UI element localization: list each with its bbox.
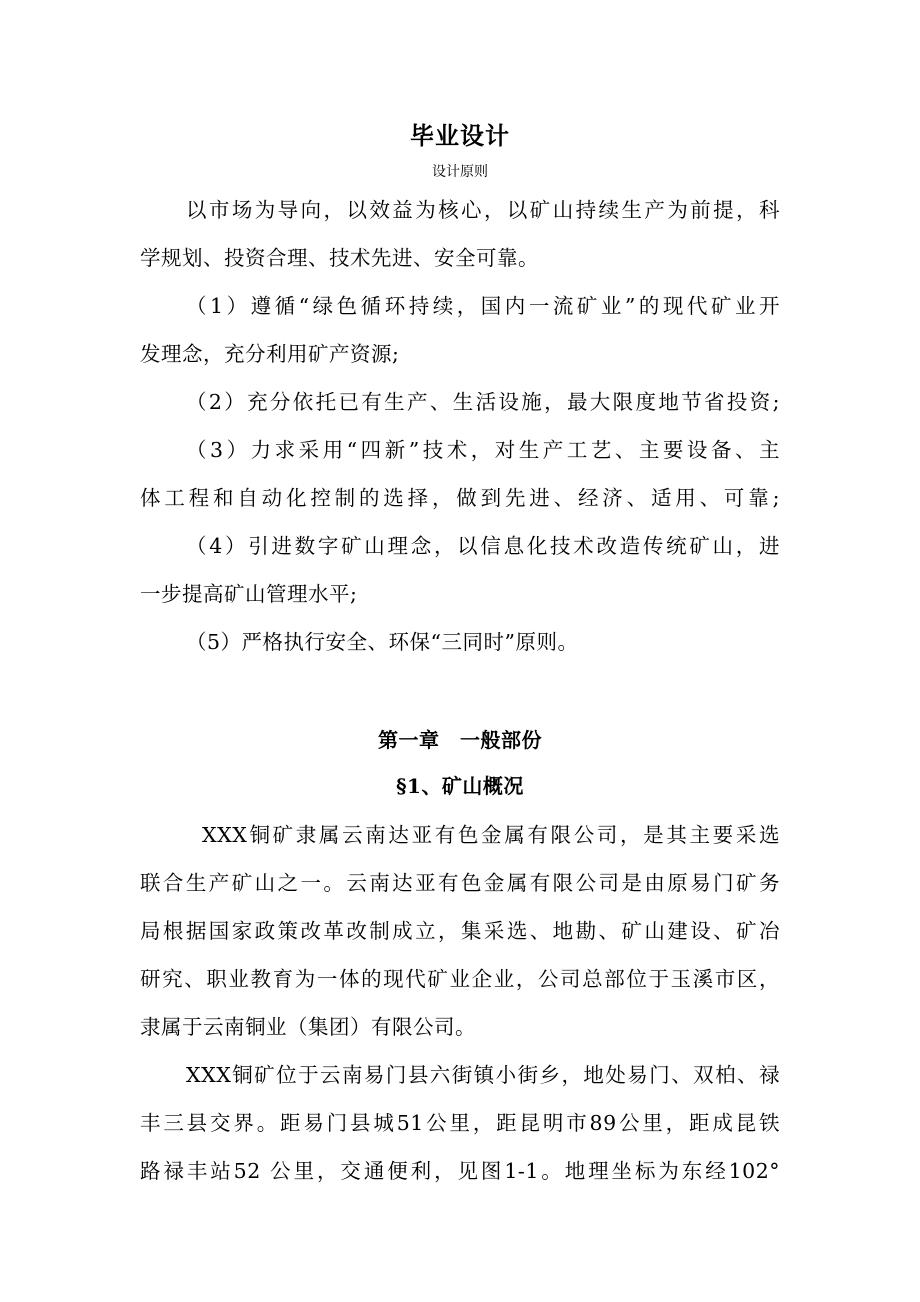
paragraph-line: 一步提高矿山管理水平; bbox=[140, 582, 358, 606]
principle-item: （2）充分依托已有生产、生活设施，最大限度地节省投资; bbox=[186, 390, 780, 414]
principle-item: （1）遵循“绿色循环持续，国内一流矿业”的现代矿业开 bbox=[186, 294, 780, 318]
paragraph-line: 体工程和自动化控制的选择，做到先进、经济、适用、可靠; bbox=[140, 486, 780, 510]
paragraph-line: 发理念，充分利用矿产资源; bbox=[140, 342, 400, 366]
paragraph-line: 路禄丰站52 公里，交通便利，见图1-1。地理坐标为东经102° bbox=[140, 1159, 780, 1183]
paragraph-line: 联合生产矿山之一。云南达亚有色金属有限公司是由原易门矿务 bbox=[140, 871, 780, 895]
principle-item: （4）引进数字矿山理念，以信息化技术改造传统矿山，进 bbox=[186, 534, 780, 558]
principle-item: （3）力求采用“四新”技术，对生产工艺、主要设备、主 bbox=[186, 438, 780, 462]
paragraph-line: XXX铜矿隶属云南达亚有色金属有限公司，是其主要采选 bbox=[202, 823, 780, 847]
paragraph-line: 丰三县交界。距易门县城51公里，距昆明市89公里，距成昆铁 bbox=[140, 1111, 780, 1135]
paragraph-line: 研究、职业教育为一体的现代矿业企业，公司总部位于玉溪市区， bbox=[140, 967, 780, 991]
paragraph-line: 隶属于云南铜业（集团）有限公司。 bbox=[140, 1015, 476, 1039]
document-subtitle: 设计原则 bbox=[432, 164, 488, 180]
paragraph-line: XXX铜矿位于云南易门县六街镇小街乡，地处易门、双柏、禄 bbox=[186, 1063, 780, 1087]
paragraph-line: 学规划、投资合理、技术先进、安全可靠。 bbox=[140, 246, 539, 270]
document-title: 毕业设计 bbox=[410, 121, 510, 150]
paragraph-line: 局根据国家政策改革改制成立，集采选、地勘、矿山建设、矿冶 bbox=[140, 919, 780, 943]
principle-item: （5）严格执行安全、环保“三同时”原则。 bbox=[186, 630, 579, 654]
chapter-heading: 第一章 一般部份 bbox=[378, 728, 542, 752]
paragraph-line: 以市场为导向，以效益为核心，以矿山持续生产为前提，科 bbox=[186, 198, 780, 222]
section-heading: §1、矿山概况 bbox=[396, 774, 524, 798]
